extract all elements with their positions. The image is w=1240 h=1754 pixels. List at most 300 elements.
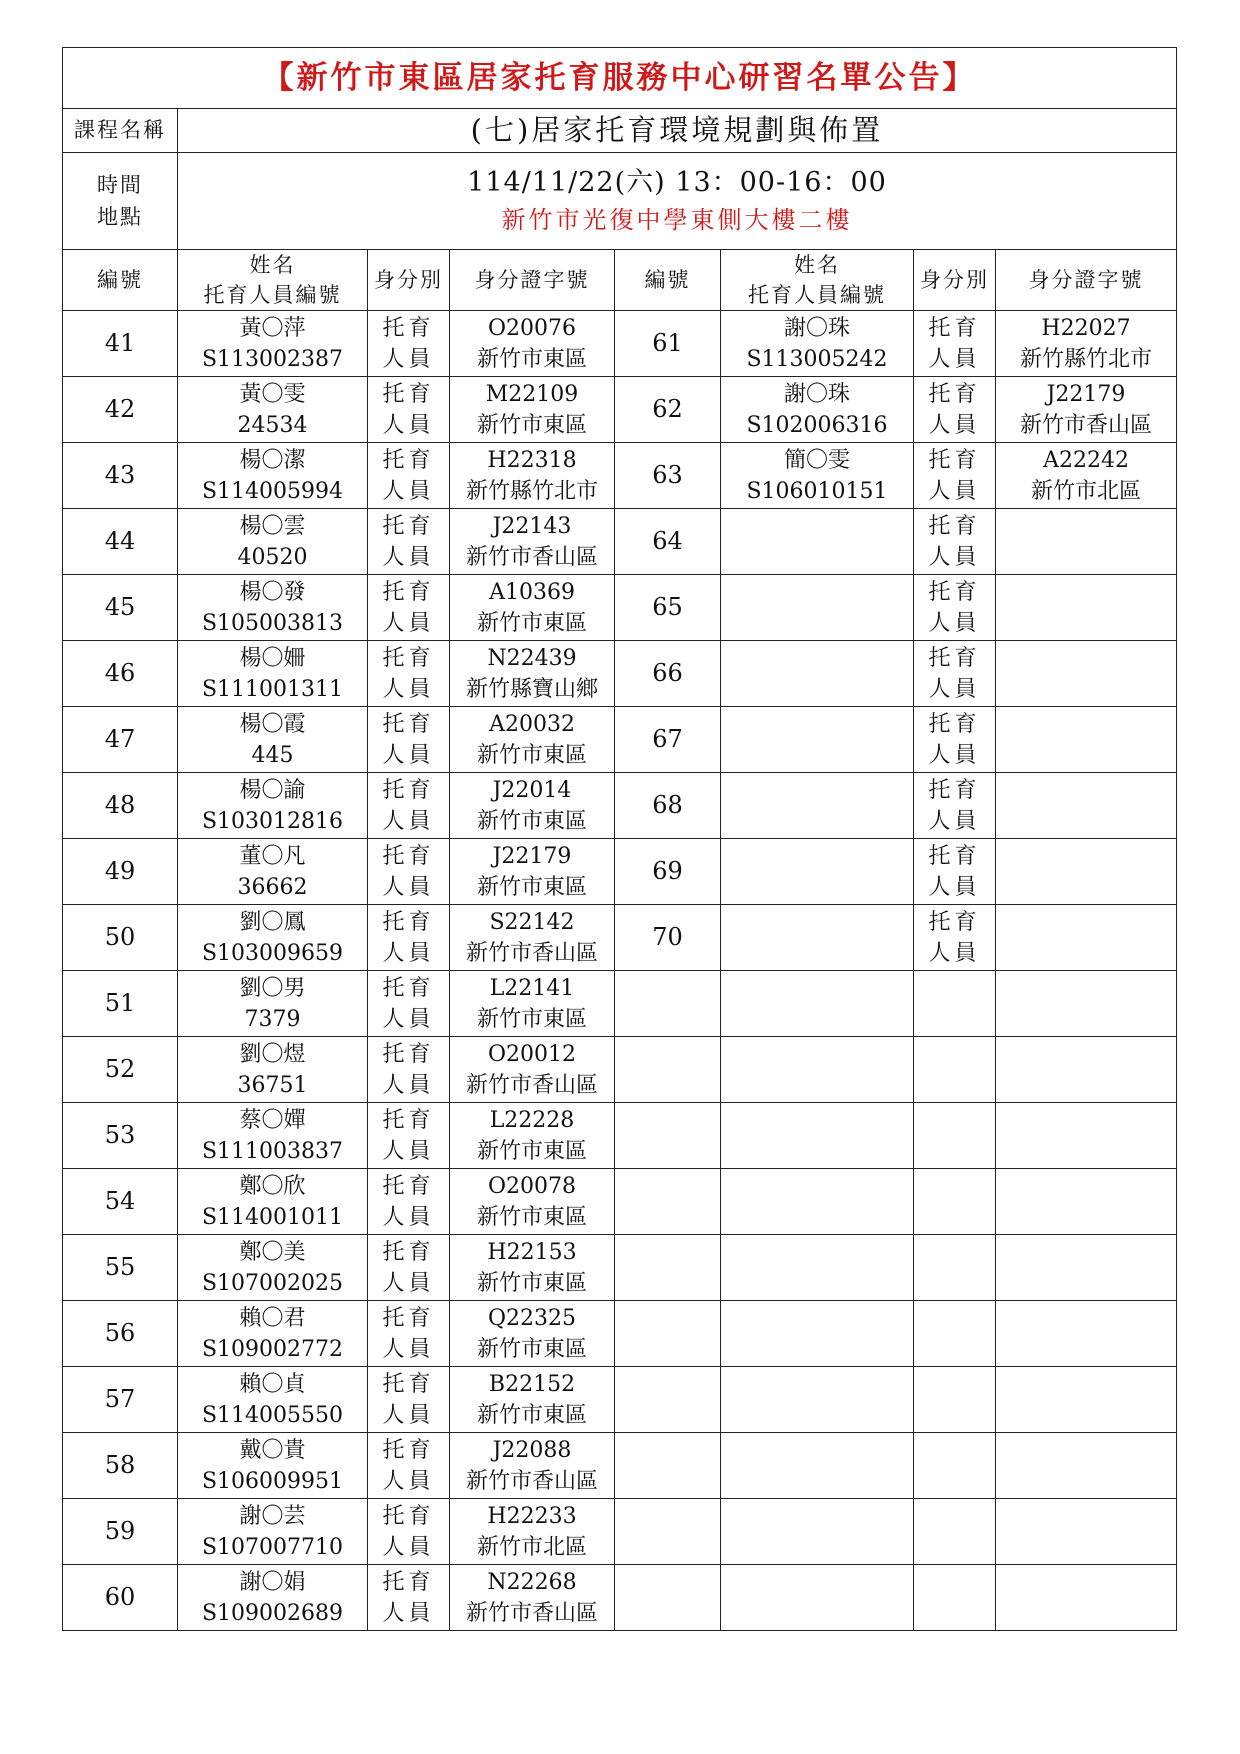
entry-number: 46 — [63, 641, 178, 707]
entry-name-cell — [178, 839, 368, 905]
entry-identity-cell — [368, 1367, 450, 1433]
session-location: 新竹市光復中學東側大樓二樓 — [501, 206, 853, 234]
entry-caregiver-id: S113002387 — [201, 346, 344, 372]
entry-identity-cell — [368, 1433, 450, 1499]
entry-id-cell — [996, 773, 1177, 839]
entry-name: 楊〇潔 — [239, 447, 306, 473]
entry-identity-cell — [368, 311, 450, 377]
entry-id-cell — [996, 1235, 1177, 1301]
entry-identity-line1: 托育 — [382, 315, 435, 341]
entry-number: 65 — [615, 575, 721, 641]
entry-area: 新竹市東區 — [476, 610, 587, 636]
entry-name: 謝〇娟 — [239, 1569, 306, 1595]
table-row — [63, 311, 1177, 377]
entry-number: 57 — [63, 1367, 178, 1433]
entry-name: 黃〇雯 — [239, 381, 306, 407]
entry-identity-cell — [914, 1433, 996, 1499]
entry-id-cell — [450, 311, 615, 377]
entry-id-number: J22179 — [492, 843, 572, 869]
table-row — [63, 377, 1177, 443]
entry-identity-cell — [914, 971, 996, 1037]
entry-identity-cell — [368, 1301, 450, 1367]
entry-id-cell — [450, 971, 615, 1037]
entry-number — [615, 1169, 721, 1235]
entry-number: 54 — [63, 1169, 178, 1235]
entry-identity-line1: 托育 — [928, 645, 981, 671]
entry-identity-line2: 人員 — [382, 742, 435, 768]
entry-caregiver-id: 36751 — [237, 1072, 308, 1098]
entry-name: 謝〇芸 — [239, 1503, 306, 1529]
entry-identity-line1: 托育 — [382, 1107, 435, 1133]
entry-identity-line1: 托育 — [382, 909, 435, 935]
entry-name: 蔡〇嬋 — [239, 1107, 306, 1133]
roster-table — [62, 47, 1177, 1631]
entry-area: 新竹市東區 — [476, 1204, 587, 1230]
entry-identity-line2: 人員 — [928, 742, 981, 768]
entry-caregiver-id: S106010151 — [746, 478, 888, 504]
entry-name-cell — [721, 1565, 914, 1631]
entry-id-number: L22228 — [489, 1107, 575, 1133]
entry-identity-cell — [368, 839, 450, 905]
entry-name-cell — [721, 1169, 914, 1235]
entry-caregiver-id: S102006316 — [746, 412, 888, 438]
entry-caregiver-id: 40520 — [237, 544, 308, 570]
entry-id-number: J22143 — [492, 513, 572, 539]
entry-identity-line1: 托育 — [382, 1173, 435, 1199]
entry-caregiver-id: S114005550 — [201, 1402, 344, 1428]
entry-identity-cell — [914, 377, 996, 443]
entry-identity-cell — [368, 641, 450, 707]
entry-id-cell — [996, 905, 1177, 971]
entry-id-cell — [450, 641, 615, 707]
entry-identity-line2: 人員 — [382, 346, 435, 372]
entry-identity-cell — [368, 1235, 450, 1301]
table-row — [63, 575, 1177, 641]
entry-identity-line2: 人員 — [928, 610, 981, 636]
entry-number — [615, 1367, 721, 1433]
entry-caregiver-id: S111003837 — [201, 1138, 344, 1164]
time-location-label — [63, 153, 178, 250]
entry-name-cell — [721, 509, 914, 575]
entry-name-cell — [178, 905, 368, 971]
session-time: 114/11/22(六) 13：00-16：00 — [467, 167, 887, 198]
location-label: 地點 — [97, 205, 143, 229]
entry-identity-cell — [368, 443, 450, 509]
entry-identity-line2: 人員 — [382, 1600, 435, 1626]
course-name: (七)居家托育環境規劃與佈置 — [178, 109, 1177, 153]
header-name-left — [178, 250, 368, 311]
table-row — [63, 1565, 1177, 1631]
entry-number: 63 — [615, 443, 721, 509]
table-row — [63, 839, 1177, 905]
entry-name-cell — [721, 1499, 914, 1565]
entry-identity-line2: 人員 — [382, 1204, 435, 1230]
entry-name-cell — [178, 1301, 368, 1367]
entry-identity-line2: 人員 — [382, 478, 435, 504]
entry-caregiver-id: S106009951 — [201, 1468, 344, 1494]
course-label: 課程名稱 — [63, 109, 178, 153]
entry-id-number: O20078 — [487, 1173, 577, 1199]
entry-identity-line2: 人員 — [382, 1534, 435, 1560]
entry-area: 新竹市香山區 — [465, 1072, 598, 1098]
entry-identity-line2: 人員 — [382, 940, 435, 966]
entry-id-cell — [450, 509, 615, 575]
entry-area: 新竹市東區 — [476, 1138, 587, 1164]
entry-id-cell — [996, 1565, 1177, 1631]
entry-identity-line2: 人員 — [928, 412, 981, 438]
entry-identity-cell — [368, 707, 450, 773]
entry-name: 楊〇諭 — [239, 777, 306, 803]
entry-number — [615, 1433, 721, 1499]
entry-id-number: J22179 — [1046, 381, 1126, 407]
entry-caregiver-id: S109002689 — [201, 1600, 344, 1626]
entry-name-cell — [721, 1301, 914, 1367]
entry-number: 60 — [63, 1565, 178, 1631]
entry-identity-line1: 托育 — [382, 843, 435, 869]
entry-identity-line2: 人員 — [382, 1468, 435, 1494]
entry-name-cell — [721, 1037, 914, 1103]
entry-name: 楊〇發 — [239, 579, 306, 605]
header-identity-left: 身分別 — [368, 250, 450, 311]
entry-number: 44 — [63, 509, 178, 575]
entry-number: 67 — [615, 707, 721, 773]
table-row — [63, 1103, 1177, 1169]
entry-area: 新竹市東區 — [476, 1270, 587, 1296]
entry-name-cell — [178, 443, 368, 509]
entry-identity-cell — [914, 575, 996, 641]
entry-identity-line1: 托育 — [382, 645, 435, 671]
entry-name: 謝〇珠 — [783, 381, 850, 407]
table-row — [63, 1301, 1177, 1367]
entry-id-cell — [450, 1499, 615, 1565]
entry-identity-line2: 人員 — [928, 808, 981, 834]
entry-identity-cell — [368, 905, 450, 971]
entry-caregiver-id: S107002025 — [201, 1270, 344, 1296]
entry-name-cell — [178, 1037, 368, 1103]
entry-identity-cell — [914, 1367, 996, 1433]
entry-id-number: Q22325 — [487, 1305, 577, 1331]
entry-number: 55 — [63, 1235, 178, 1301]
entry-identity-line2: 人員 — [928, 940, 981, 966]
entry-id-cell — [996, 707, 1177, 773]
entry-id-cell — [996, 575, 1177, 641]
entry-id-number: S22142 — [489, 909, 575, 935]
header-identity-right: 身分別 — [914, 250, 996, 311]
entry-id-cell — [996, 377, 1177, 443]
entry-name: 鄭〇欣 — [239, 1173, 306, 1199]
table-row — [63, 509, 1177, 575]
entry-caregiver-id: S113005242 — [746, 346, 888, 372]
entry-name-cell — [178, 707, 368, 773]
table-row — [63, 1169, 1177, 1235]
entry-number — [615, 1235, 721, 1301]
entry-number: 50 — [63, 905, 178, 971]
entry-name-cell — [721, 839, 914, 905]
entry-identity-line2: 人員 — [382, 676, 435, 702]
entry-number: 58 — [63, 1433, 178, 1499]
entry-name: 黃〇萍 — [239, 315, 306, 341]
entry-identity-line1: 托育 — [928, 579, 981, 605]
entry-id-cell — [996, 1103, 1177, 1169]
entry-name-cell — [721, 311, 914, 377]
entry-id-number: H22153 — [487, 1239, 577, 1265]
entry-number: 45 — [63, 575, 178, 641]
entry-name: 簡〇雯 — [783, 447, 850, 473]
entry-area: 新竹縣寶山鄉 — [465, 676, 598, 702]
entry-id-number: H22233 — [487, 1503, 577, 1529]
entry-caregiver-id: S111001311 — [201, 676, 344, 702]
entry-identity-line2: 人員 — [382, 1006, 435, 1032]
entry-identity-cell — [914, 1565, 996, 1631]
header-no-right: 編號 — [615, 250, 721, 311]
header-name-text: 姓名 — [249, 253, 296, 277]
entry-number: 53 — [63, 1103, 178, 1169]
entry-number — [615, 971, 721, 1037]
entry-identity-line1: 托育 — [928, 843, 981, 869]
header-id-number-left: 身分證字號 — [450, 250, 615, 311]
entry-number: 68 — [615, 773, 721, 839]
entry-area: 新竹市東區 — [476, 808, 587, 834]
entry-identity-cell — [368, 1499, 450, 1565]
entry-identity-cell — [368, 377, 450, 443]
entry-identity-line2: 人員 — [382, 1138, 435, 1164]
entry-id-cell — [450, 575, 615, 641]
entry-identity-line1: 托育 — [382, 513, 435, 539]
entry-name-cell — [721, 971, 914, 1037]
entry-identity-line2: 人員 — [928, 346, 981, 372]
entry-name-cell — [178, 1367, 368, 1433]
header-caregiver-id-text: 托育人員編號 — [203, 283, 342, 307]
entry-identity-cell — [914, 311, 996, 377]
entry-identity-line1: 托育 — [382, 1503, 435, 1529]
table-row — [63, 773, 1177, 839]
entry-identity-cell — [368, 1565, 450, 1631]
entry-identity-line2: 人員 — [382, 544, 435, 570]
entry-identity-line1: 托育 — [382, 975, 435, 1001]
entry-area: 新竹縣竹北市 — [1019, 346, 1152, 372]
entry-name-cell — [178, 1565, 368, 1631]
entry-id-cell — [450, 1169, 615, 1235]
entry-id-cell — [450, 773, 615, 839]
table-row — [63, 905, 1177, 971]
entry-caregiver-id: 7379 — [244, 1006, 301, 1032]
entry-name: 楊〇姍 — [239, 645, 306, 671]
entry-name-cell — [721, 377, 914, 443]
entry-identity-cell — [368, 1169, 450, 1235]
entry-area: 新竹市東區 — [476, 346, 587, 372]
entry-number — [615, 1037, 721, 1103]
entry-id-number: H22318 — [487, 447, 577, 473]
entry-name-cell — [721, 1433, 914, 1499]
entry-number — [615, 1565, 721, 1631]
entry-id-cell — [996, 1301, 1177, 1367]
entry-name-cell — [178, 1169, 368, 1235]
header-caregiver-id-text: 托育人員編號 — [748, 283, 886, 307]
entry-id-number: J22014 — [492, 777, 572, 803]
entry-identity-cell — [368, 509, 450, 575]
entry-id-cell — [450, 707, 615, 773]
entry-identity-cell — [368, 971, 450, 1037]
entry-name: 賴〇君 — [239, 1305, 306, 1331]
entry-area: 新竹市東區 — [476, 1006, 587, 1032]
entry-identity-line2: 人員 — [382, 1072, 435, 1098]
entry-number: 61 — [615, 311, 721, 377]
entry-identity-cell — [914, 509, 996, 575]
entry-identity-line1: 托育 — [928, 513, 981, 539]
entry-id-number: A20032 — [489, 711, 575, 737]
table-row — [63, 1499, 1177, 1565]
entry-area: 新竹市香山區 — [465, 1600, 598, 1626]
entry-number: 43 — [63, 443, 178, 509]
entry-identity-cell — [914, 707, 996, 773]
entry-identity-cell — [914, 1169, 996, 1235]
entry-id-number: B22152 — [488, 1371, 576, 1397]
entry-id-cell — [450, 1565, 615, 1631]
column-header-row — [63, 250, 1177, 311]
entry-identity-line2: 人員 — [382, 808, 435, 834]
entry-number: 42 — [63, 377, 178, 443]
entry-id-cell — [450, 443, 615, 509]
entry-identity-line1: 托育 — [382, 447, 435, 473]
entry-name-cell — [178, 509, 368, 575]
entry-identity-line1: 托育 — [382, 1239, 435, 1265]
entry-caregiver-id: S103009659 — [201, 940, 344, 966]
entry-number: 70 — [615, 905, 721, 971]
table-row — [63, 1037, 1177, 1103]
entry-id-cell — [996, 1169, 1177, 1235]
entry-name: 戴〇貴 — [239, 1437, 306, 1463]
entry-id-number: O20076 — [487, 315, 577, 341]
entry-number: 48 — [63, 773, 178, 839]
entry-identity-line2: 人員 — [928, 544, 981, 570]
entry-name-cell — [721, 1235, 914, 1301]
entry-name: 謝〇珠 — [783, 315, 850, 341]
entry-identity-cell — [368, 1037, 450, 1103]
entry-caregiver-id: 24534 — [237, 412, 308, 438]
entry-name: 劉〇鳳 — [239, 909, 306, 935]
entry-number: 47 — [63, 707, 178, 773]
entry-number: 51 — [63, 971, 178, 1037]
table-row — [63, 641, 1177, 707]
entry-identity-line1: 托育 — [382, 1305, 435, 1331]
entry-name: 賴〇貞 — [239, 1371, 306, 1397]
entry-identity-line1: 托育 — [928, 909, 981, 935]
entry-caregiver-id: S105003813 — [201, 610, 344, 636]
entry-id-number: N22439 — [487, 645, 577, 671]
entry-id-cell — [450, 1301, 615, 1367]
entry-id-cell — [996, 839, 1177, 905]
entry-identity-line1: 托育 — [382, 1569, 435, 1595]
entry-name: 劉〇男 — [239, 975, 306, 1001]
entry-identity-line1: 托育 — [382, 381, 435, 407]
entry-identity-line1: 托育 — [382, 711, 435, 737]
entry-identity-line1: 托育 — [928, 447, 981, 473]
entry-identity-line1: 托育 — [382, 777, 435, 803]
entry-name-cell — [721, 1367, 914, 1433]
entry-id-cell — [996, 641, 1177, 707]
entry-name-cell — [178, 311, 368, 377]
table-row — [63, 1235, 1177, 1301]
entry-identity-line2: 人員 — [382, 610, 435, 636]
entry-name: 楊〇霞 — [239, 711, 306, 737]
entry-name-cell — [178, 971, 368, 1037]
entry-name: 董〇凡 — [239, 843, 306, 869]
entry-identity-line1: 托育 — [382, 1041, 435, 1067]
entry-area: 新竹市香山區 — [465, 940, 598, 966]
entry-number — [615, 1301, 721, 1367]
entry-identity-cell — [914, 773, 996, 839]
entry-id-cell — [996, 971, 1177, 1037]
entry-identity-cell — [368, 773, 450, 839]
entry-caregiver-id: S114005994 — [201, 478, 344, 504]
entry-id-cell — [996, 1037, 1177, 1103]
entry-name: 劉〇煜 — [239, 1041, 306, 1067]
entry-id-cell — [996, 509, 1177, 575]
entry-area: 新竹市東區 — [476, 742, 587, 768]
entry-name-cell — [178, 641, 368, 707]
entry-identity-line1: 托育 — [928, 777, 981, 803]
entry-identity-line1: 托育 — [382, 579, 435, 605]
entry-identity-line2: 人員 — [928, 874, 981, 900]
header-id-number-right: 身分證字號 — [996, 250, 1177, 311]
entry-id-cell — [996, 443, 1177, 509]
entry-identity-line1: 托育 — [928, 315, 981, 341]
entry-name-cell — [721, 443, 914, 509]
entry-id-cell — [450, 1235, 615, 1301]
table-row — [63, 1433, 1177, 1499]
entry-name-cell — [178, 1235, 368, 1301]
entry-number: 56 — [63, 1301, 178, 1367]
entry-id-cell — [996, 311, 1177, 377]
table-row — [63, 1367, 1177, 1433]
entry-identity-cell — [368, 1103, 450, 1169]
entry-caregiver-id: 36662 — [237, 874, 308, 900]
entry-area: 新竹市東區 — [476, 1402, 587, 1428]
entry-area: 新竹市香山區 — [1019, 412, 1152, 438]
entry-identity-line1: 托育 — [382, 1371, 435, 1397]
entry-identity-line2: 人員 — [382, 874, 435, 900]
entry-area: 新竹市香山區 — [465, 1468, 598, 1494]
entry-identity-cell — [914, 1301, 996, 1367]
entry-caregiver-id: S109002772 — [201, 1336, 344, 1362]
time-label: 時間 — [97, 173, 143, 197]
entry-number: 41 — [63, 311, 178, 377]
header-no-left: 編號 — [63, 250, 178, 311]
entry-identity-line2: 人員 — [382, 1336, 435, 1362]
table-row — [63, 443, 1177, 509]
entry-name-cell — [721, 1103, 914, 1169]
entry-area: 新竹市東區 — [476, 1336, 587, 1362]
entry-caregiver-id: 445 — [251, 742, 294, 768]
entry-id-cell — [450, 377, 615, 443]
table-row — [63, 971, 1177, 1037]
entry-number: 64 — [615, 509, 721, 575]
entry-identity-cell — [914, 443, 996, 509]
entry-identity-line2: 人員 — [928, 676, 981, 702]
entry-id-cell — [450, 1103, 615, 1169]
entry-identity-line2: 人員 — [382, 1270, 435, 1296]
header-name-text: 姓名 — [794, 253, 840, 277]
table-row — [63, 707, 1177, 773]
entry-name-cell — [178, 1433, 368, 1499]
entry-identity-line2: 人員 — [928, 478, 981, 504]
entry-id-cell — [996, 1367, 1177, 1433]
entry-name-cell — [178, 575, 368, 641]
entry-name-cell — [721, 707, 914, 773]
entry-identity-cell — [914, 1103, 996, 1169]
entry-id-cell — [996, 1433, 1177, 1499]
header-name-right — [721, 250, 914, 311]
